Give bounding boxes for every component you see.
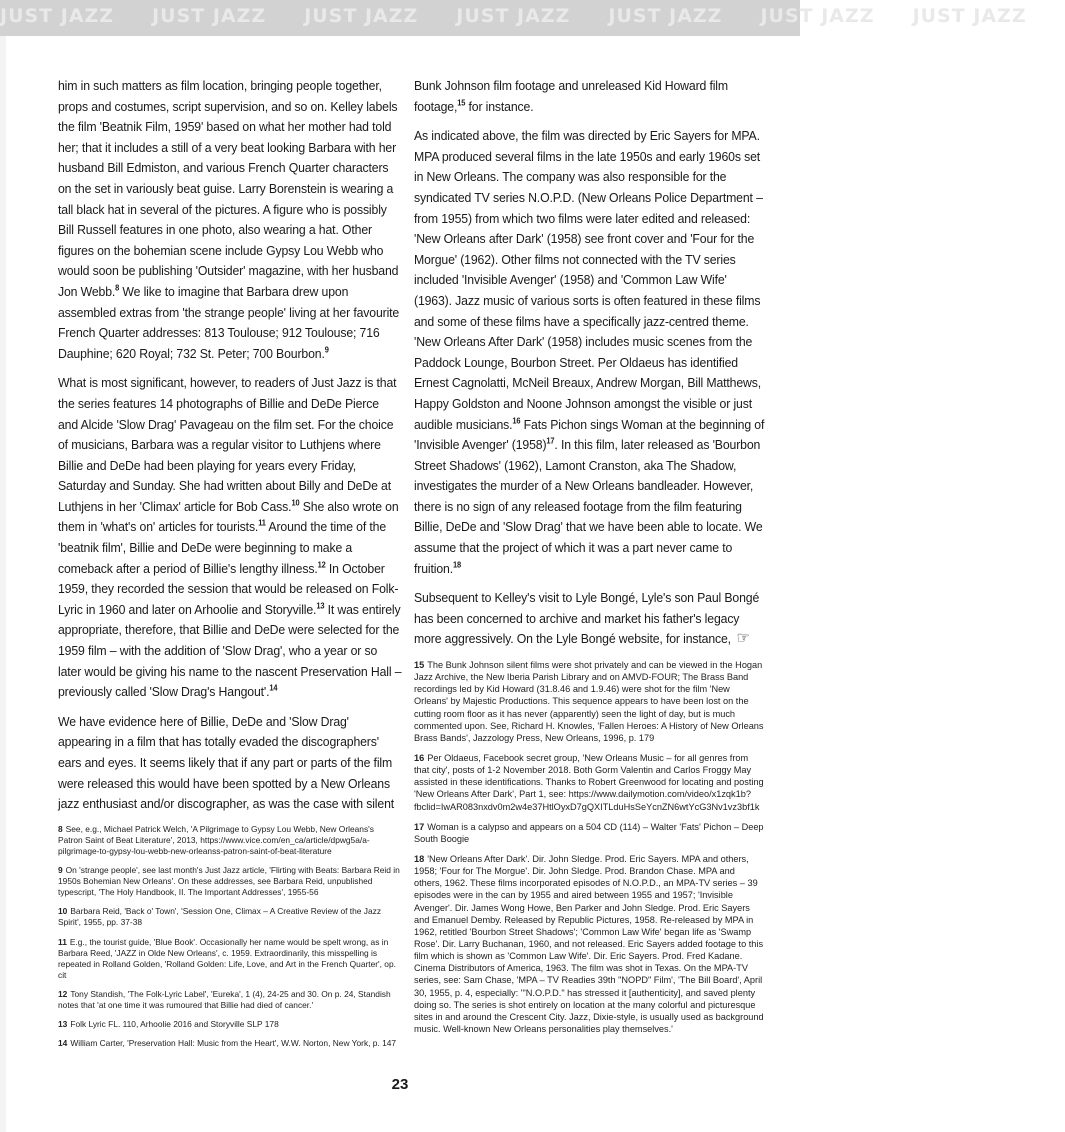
- footnote-number: 13: [58, 1019, 68, 1030]
- paragraph-text: We have evidence here of Billie, DeDe and 'Slow Drag' appearing in a film that has totally evaded the discographers' ears and eyes. It seems likely that if any part or parts of the film were released this would have been spotted by a New Orleans jazz enthusiast and/or discographer, as was the case with silent: [58, 713, 395, 812]
- footnote-text: The Bunk Johnson silent films were shot privately and can be viewed in the Hogan Jazz Archive, the New Iberia Parish Library and on AMVD-FOUR; The Brass Band recordings led by Kid Howard (31.8.46 and 1.9.46) were shot for the film 'New Orleans' by Majestic Productions. This sequence appears to have been lost on the cutting room floor as it has never (apparently) seen the light of day, but is much commented upon. See, Richard H. Knowles, 'Fallen Heroes: A History of New Orleans Brass Bands', Jazzology Press, New Orleans, 1996, p. 179: [414, 660, 764, 743]
- paragraph-text: . In this film, later released as 'Bourbon Street Shadows' (1962), Lamont Cranston, aka The Shadow, investigates the murder of a New Orleans bandleader. However, there is no sign of any released footage from the film featuring Billie, DeDe and 'Slow Drag' that we have been able to locate. We assume that the project of which it was a part never came to fruition.: [414, 437, 763, 576]
- footnote-text: 'New Orleans After Dark'. Dir. John Sledge. Prod. Eric Sayers. MPA and others, 1958; 'Four for The Morgue'. Dir. John Sledge. Prod. Brandon Chase. MPA and others, 1962. These films incorporated episodes of N.O.P.D., an MPA-TV series – 39 episodes were in the can by 1955 and aired between 1955 and 1957; 'Invisible Avenger'. Dir. James Wong Howe, Ben Parker and John Sledge. Prod. Eric Sayers and Emanuel Demby. Released by Republic Pictures, 1958. Re-released by MPA in 1962, retitled 'Bourbon Street Shadows'; 'Common Law Wife' began life as 'Swamp Rose'. Dir. Larry Buchanan, 1960, and not released. Eric Sayers added footage to this film which is shown as 'Common Law Wife'. Dir. Eric Sayers. Prod. Fred Kadane. Cinema Distributors of America, 1963. The film was shot in Texas. On the MPA-TV series, see: Sam Chase, 'MPA – TV Readies 39th "NOPD" Film', 'The Bill Board', April 30, 1955, p. 4, especially: '"N.O.P.D." has stressed it [authenticity], and saved plenty doing so. The series is shot entirely on location at the many colorful and picturesque sites in and around the Crescent City. Jazz, Dixie-style, is usually used as background music. Well-known New Orleans personalities play themselves.': [414, 854, 764, 1034]
- paragraph-text: Subsequent to Kelley's visit to Lyle Bongé, Lyle's son Paul Bongé has been concerned to archive and market his father's legacy more aggressively. On the Lyle Bongé website, for instance,: [414, 590, 760, 647]
- right-column: [414, 76, 764, 1043]
- footnote-text: Woman is a calypso and appears on a 504 CD (114) – Walter 'Fats' Pichon – Deep South Boogie: [414, 821, 764, 844]
- footnote-text: Folk Lyric FL. 110, Arhoolie 2016 and Storyville SLP 178: [70, 1019, 279, 1030]
- left-paragraph: [58, 76, 402, 364]
- footnote: [58, 824, 400, 857]
- running-header-banner: [0, 0, 1027, 36]
- paragraph-text: him in such matters as film location, bringing people together, props and costumes, script supervision, and so on. Kelley labels the film 'Beatnik Film, 1959' based on what her mother had told her; that it includes a still of a very beat looking Barbara with her husband Bill Edmiston, and various French Quarter characters on the set in variously beat guise. Larry Borenstein is wearing a tall black hat in several of the pictures. A figure who is possibly Bill Russell features in one photo, also wearing a hat. Other figures on the bohemian scene include Gypsy Lou Webb who would soon be publishing 'Outsider' magazine, with her husband Jon Webb.: [58, 78, 399, 299]
- footnote-number: 18: [414, 854, 425, 864]
- footnote-number: 10: [58, 906, 68, 917]
- paragraph-text: for instance.: [465, 98, 534, 114]
- footnote-ref[interactable]: 17: [546, 436, 555, 446]
- footnote-ref[interactable]: 10: [291, 498, 300, 508]
- paragraph-text: We like to imagine that Barbara drew upon assembled extras from 'the strange people' living at her favourite French Quarter addresses: 813 Toulouse; 912 Toulouse; 716 Dauphine; 620 Royal; 732 St. Peter; 700 Bourbon.: [58, 283, 400, 361]
- footnote: [58, 989, 400, 1011]
- left-paragraph: [58, 712, 402, 815]
- banner-title: JUST JAZZ: [304, 5, 419, 27]
- paragraph-text: In October 1959, they recorded the session that would be released on Folk-Lyric in 1960 and later on Arhoolie and Storyville.: [58, 560, 399, 617]
- left-paragraph: [58, 373, 402, 703]
- banner-title: JUST JAZZ: [912, 5, 1027, 27]
- footnote-ref[interactable]: 14: [269, 683, 278, 693]
- footnote-number: 8: [58, 823, 63, 834]
- paragraph-text: Fats Pichon sings Woman at the beginning of 'Invisible Avenger' (1958): [414, 416, 765, 453]
- footnote-number: 14: [58, 1038, 68, 1049]
- footnote: [58, 937, 400, 981]
- paragraph-text: As indicated above, the film was directed by Eric Sayers for MPA. MPA produced several films in the late 1950s and early 1960s set in New Orleans. The company was also responsible for the syndicated TV series N.O.P.D. (New Orleans Police Department – from 1955) from which two films were later edited and released: 'New Orleans after Dark' (1958) see front cover and 'Four for the Morgue' (1962). Other films not connected with the TV series included 'Invisible Avenger' (1958) and 'Common Law Wife' (1963). Jazz music of various sorts is often featured in these films and some of these films have a specifically jazz-centred theme. 'New Orleans After Dark' (1958) includes music scenes from the Paddock Lounge, Bourbon Street. Per Oldaeus has identified Ernest Cagnolatti, McNeil Breaux, Andrew Morgan, Bill Matthews, Happy Goldston and Noone Johnson amongst the visible or just audible musicians.: [414, 128, 763, 432]
- footnote: [58, 865, 400, 898]
- footnote-text: Tony Standish, 'The Folk-Lyric Label', 'Eureka', 1 (4), 24-25 and 30. On p. 24, Standish notes that 'at one time it was rumoured that Billie had died of cancer.': [58, 988, 391, 1010]
- paragraph-text: It was entirely appropriate, therefore, that Billie and DeDe were selected for the 1959 film – with the addition of 'Slow Drag', who a year or so later would be giving his name to the nascent Preservation Hall – previously called 'Slow Drag's Hangout'.: [58, 601, 402, 700]
- footnote-ref[interactable]: 8: [115, 283, 120, 293]
- footnote: [58, 1019, 400, 1030]
- paragraph-text: What is most significant, however, to readers of Just Jazz is that the series features 14 photographs of Billie and DeDe Pierce and Alcide 'Slow Drag' Pavageau on the film set. For the choice of musicians, Barbara was a regular visitor to Luthjens where Billie and DeDe had been playing for years every Friday, Saturday and Sunday. She had written about Billy and DeDe at Luthjens in her 'Climax' article for Bob Cass.: [58, 375, 397, 514]
- pointing-hand-icon: ☞: [736, 630, 750, 648]
- footnote-number: 15: [414, 660, 425, 671]
- footnote-ref[interactable]: 15: [457, 98, 466, 108]
- footnote-number: 17: [414, 821, 425, 832]
- banner-title: JUST JAZZ: [608, 5, 723, 27]
- footnote-number: 16: [414, 753, 425, 764]
- footnote-text: Barbara Reid, 'Back o' Town', 'Session One, Climax – A Creative Review of the Jazz Spirit', 1955, pp. 37-38: [58, 906, 382, 928]
- footnote: [414, 853, 764, 1035]
- paragraph-text: She also wrote on them in 'what's on' articles for tourists.: [58, 498, 399, 535]
- footnote-number: 9: [58, 865, 63, 876]
- right-paragraph: [414, 76, 766, 117]
- footnote: [414, 659, 764, 744]
- banner-title: JUST JAZZ: [152, 5, 267, 27]
- footnote-text: E.g., the tourist guide, 'Blue Book'. Occasionally her name would be spelt wrong, as in Barbara Reed, 'JAZZ in Olde New Orleans', c. 1959. Extraordinarily, this misspelling is repeated in Rolland Golden, 'Rolland Golden: Life, Love, and Art in the French Quarter', op. cit: [58, 936, 396, 980]
- footnote: [414, 752, 764, 813]
- right-body: [414, 76, 764, 650]
- footnote-ref[interactable]: 9: [324, 345, 329, 355]
- right-footnotes: [414, 659, 764, 1035]
- footnote-text: William Carter, 'Preservation Hall: Music from the Heart', W.W. Norton, New York, p. 147: [70, 1038, 397, 1049]
- footnote-ref[interactable]: 11: [258, 519, 266, 529]
- page-number: 23: [391, 1076, 409, 1093]
- footnote-ref[interactable]: 18: [452, 560, 461, 570]
- paragraph-text: Around the time of the 'beatnik film', Billie and DeDe were beginning to make a comeback after a period of Billie's lengthy illness.: [58, 519, 387, 576]
- left-column: [58, 76, 400, 1057]
- banner-title: JUST JAZZ: [760, 5, 875, 27]
- footnote: [58, 1038, 400, 1049]
- banner-title: JUST JAZZ: [456, 5, 571, 27]
- footnote: [414, 821, 764, 845]
- left-body: [58, 76, 400, 815]
- paragraph-text: Bunk Johnson film footage and unreleased Kid Howard film footage,: [414, 78, 728, 114]
- footnote: [58, 906, 400, 928]
- footnote-ref[interactable]: 16: [512, 416, 521, 426]
- left-footnotes: [58, 824, 400, 1050]
- footnote-ref[interactable]: 13: [316, 601, 325, 611]
- footnote-text: On 'strange people', see last month's Just Jazz article, 'Flirting with Beats: Barbara Reid in 1950s Bohemian New Orleans'. On these addresses, see Barbara Reid, unpublished typescript, 'The Holy Handbook, II. The Important Addresses', 1955-56: [58, 865, 400, 898]
- right-paragraph: [414, 126, 766, 579]
- footnote-number: 11: [58, 936, 67, 947]
- page-edge: [0, 36, 6, 1132]
- footnote-ref[interactable]: 12: [317, 560, 326, 570]
- footnote-text: Per Oldaeus, Facebook secret group, 'New Orleans Music – for all genres from that city', posts of 1-2 November 2018. Both Gorm Valentin and Carlos Froggy May assisted in these identifications. Thanks to Robert Greenwood for locating and posting 'New Orleans After Dark', Part 1, see: https://www.dailymotion.com/video/x1zqk1b?fbclid=IwAR083nxdv0m2w4e37HtlOyxD7gQXITLduHsSeYcnZN6wtYcG3Nv1vz3bf1k: [414, 753, 764, 812]
- right-paragraph: [414, 588, 766, 650]
- footnote-text: See, e.g., Michael Patrick Welch, 'A Pilgrimage to Gypsy Lou Webb, New Orleans's Patron Saint of Beat Literature', 2013, https://www.vice.com/en_ca/article/dpwg5a/a-pilgrimage-to-gypsy-lou-webb-new-orleanss-patron-saint-of-beat-literature: [58, 823, 374, 856]
- banner-title: JUST JAZZ: [0, 5, 115, 27]
- footnote-number: 12: [58, 988, 68, 999]
